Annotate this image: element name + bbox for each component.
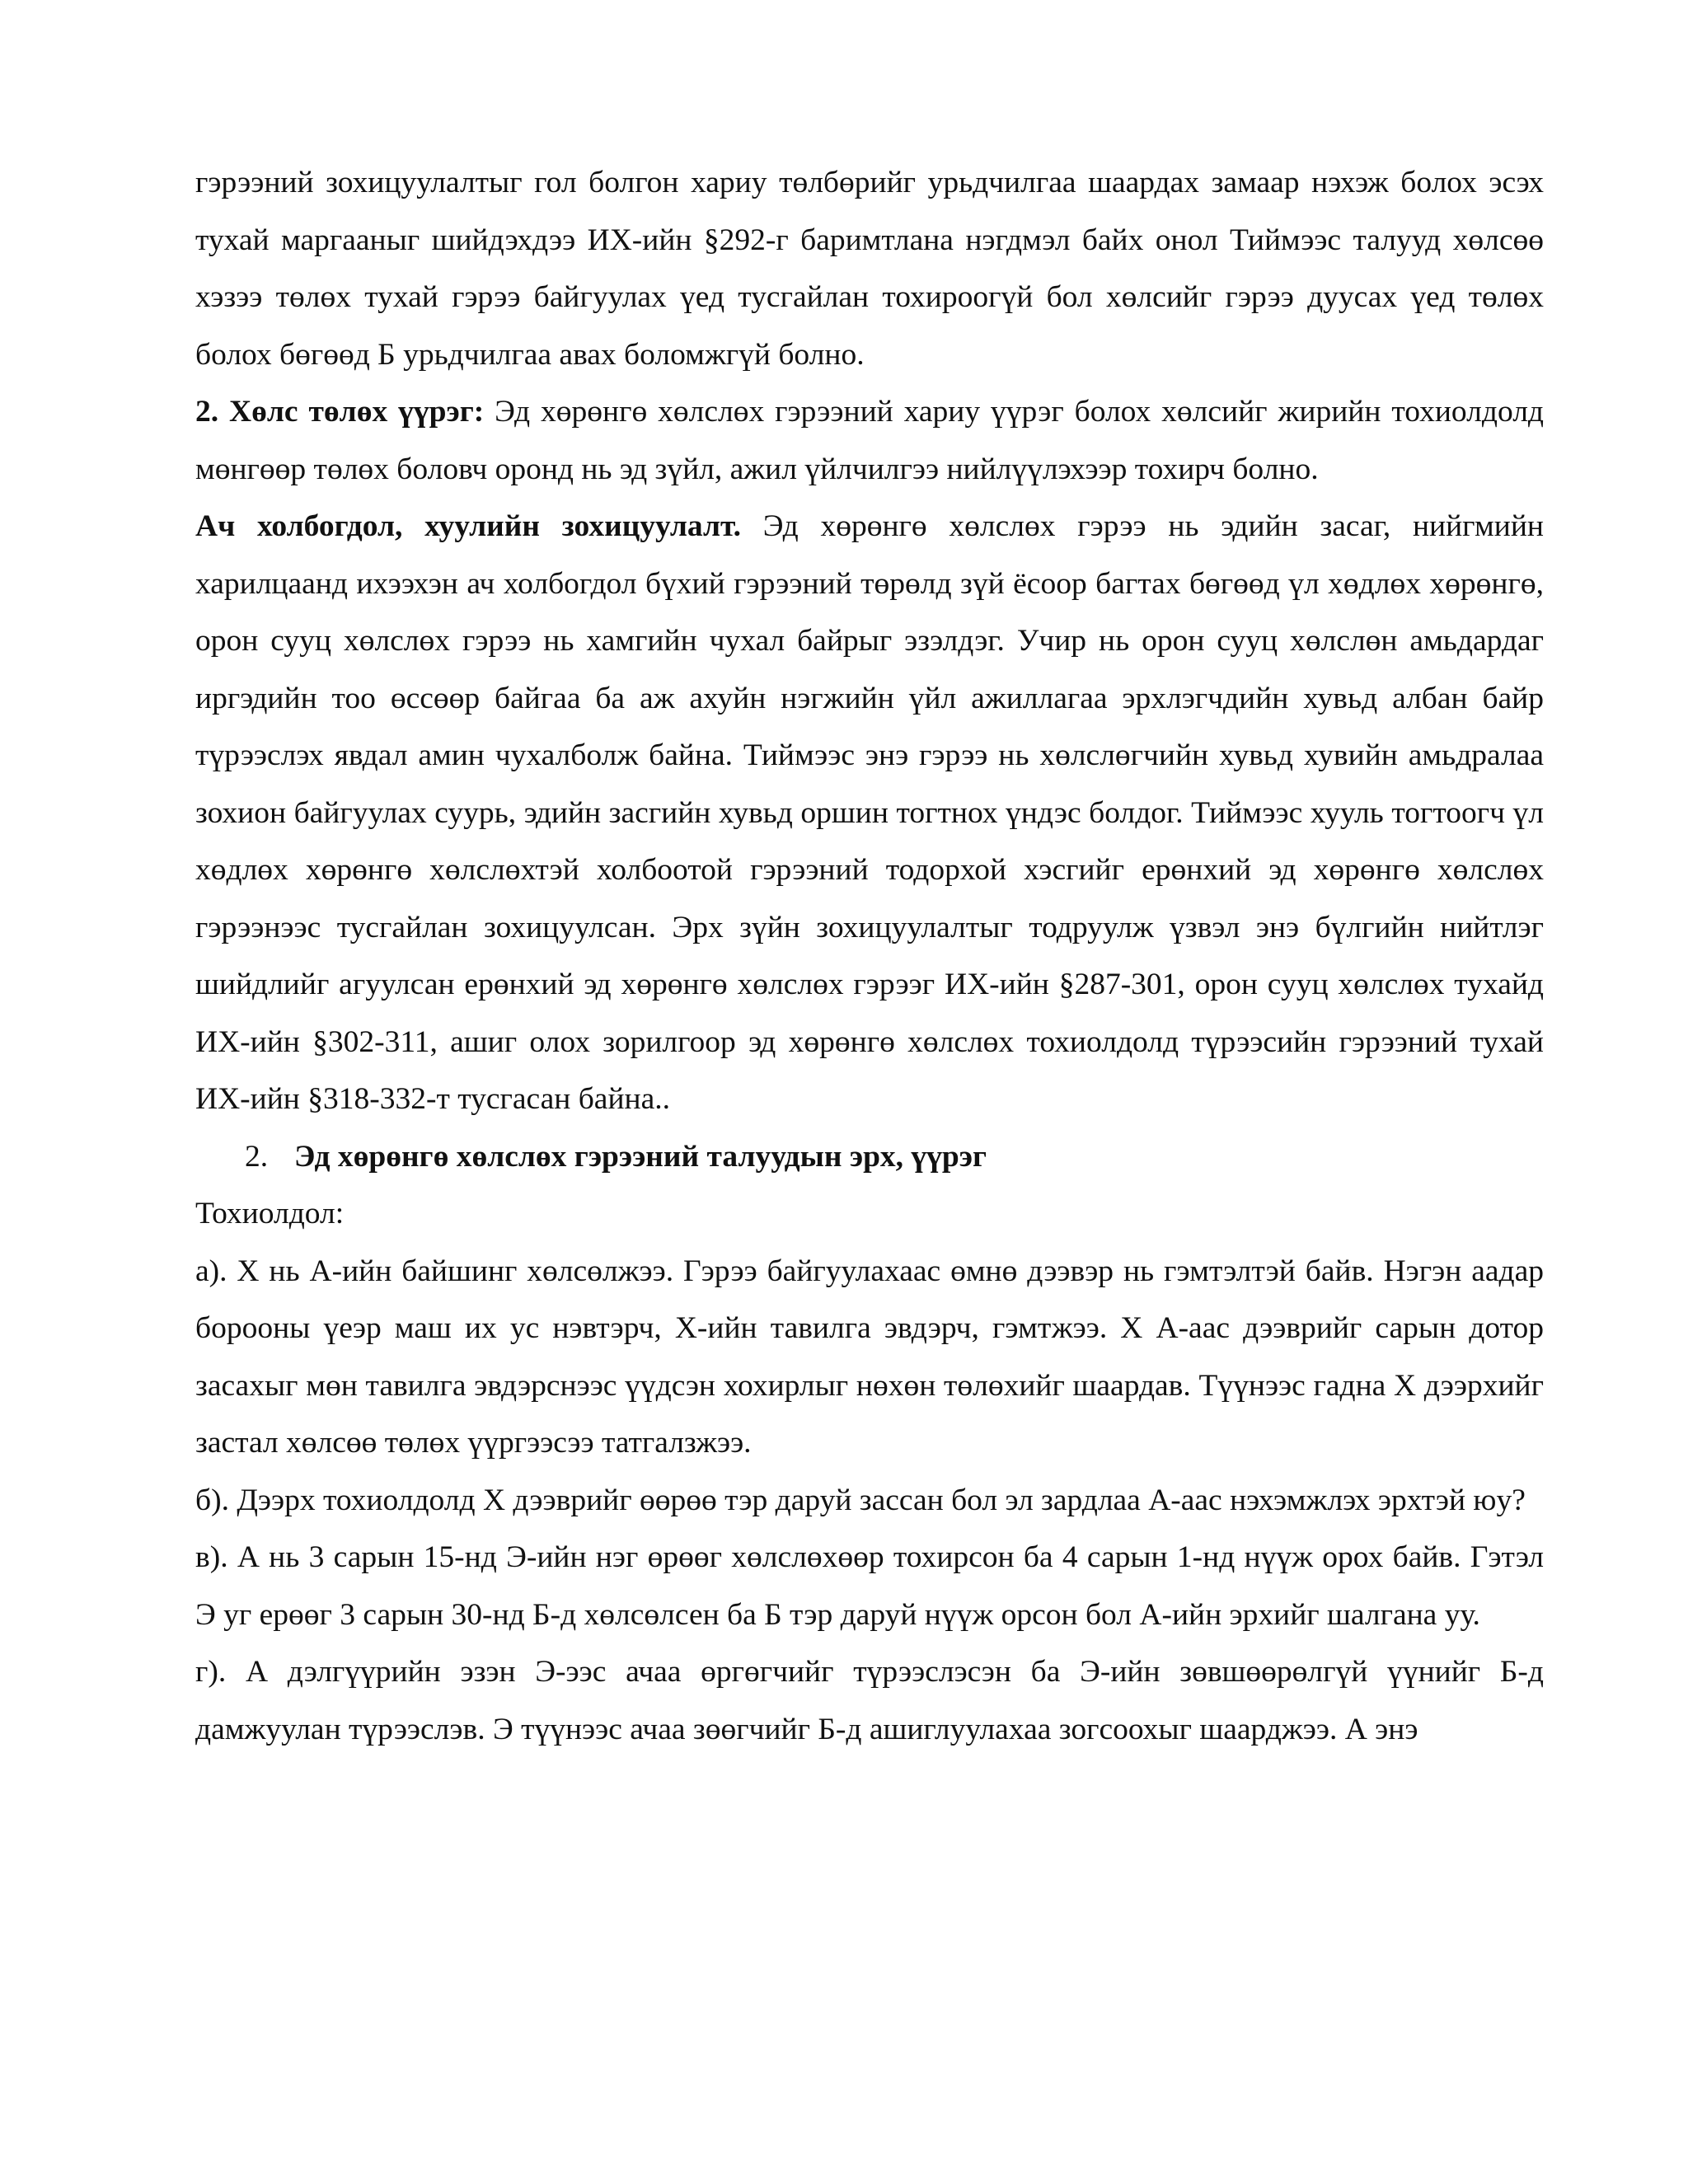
- case-item-a: а). Х нь А-ийн байшинг хөлсөлжээ. Гэрээ байгуулахаас өмнө дээвэр нь гэмтэлтэй байв. Нэгэн аадар борооны үеэр маш их ус нэвтэрч, Х-ийн тавилга эвдэрч, гэмтжээ. Х А-аас дээврийг сарын дотор засахыг мөн тавилга эвдэрснээс үүдсэн хохирлыг нөхөн төлөхийг шаардав. Түүнээс гадна Х дээрхийг застал хөлсөө төлөх үүргээсээ татгалзжээ.: [195, 1254, 1544, 1460]
- section-heading: [195, 1128, 1544, 1186]
- document-page: [195, 154, 1544, 1758]
- paragraph-rent-obligation: [195, 383, 1544, 498]
- case-item-v: в). А нь 3 сарын 15-нд Э-ийн нэг өрөөг хөлслөхөөр тохирсон ба 4 сарын 1-нд нүүж орох байв. Гэтэл Э уг ерөөг 3 сарын 30-нд Б-д хөлсөлсен ба Б тэр даруй нүүж орсон бол А-ийн эрхийг шалгана уу.: [195, 1540, 1544, 1632]
- section-number: 2.: [245, 1139, 269, 1174]
- paragraph-payment-timing: гэрээний зохицуулалтыг гол болгон хариу төлбөрийг урьдчилгаа шаардах замаар нэхэж болох эсэх тухай маргааныг шийдэхдээ ИХ-ийн §292-г баримтлана нэгдмэл байх онол Тиймээс талууд хөлсөө хэзээ төлөх тухай гэрээ байгуулах үед тусгайлан тохироогүй бол хөлсийг гэрээ дуусах үед төлөх болох бөгөөд Б урьдчилгаа авах боломжгүй болно.: [195, 166, 1544, 372]
- section-title: Эд хөрөнгө хөлслөх гэрээний талуудын эрх, үүрэг: [294, 1139, 987, 1174]
- paragraph-lead-bold: 2. Хөлс төлөх үүрэг:: [195, 395, 485, 429]
- case-label: Тохиолдол:: [195, 1197, 345, 1230]
- case-item-b: б). Дээрх тохиолдолд Х дээврийг өөрөө тэр даруй зассан бол эл зардлаа А-аас нэхэмжлэх эрхтэй юу?: [195, 1483, 1526, 1517]
- paragraph-body: Эд хөрөнгө хөлслөх гэрээний хариу үүрэг болох хөлсийг жирийн тохиолдолд мөнгөөр төлөх боловч оронд нь эд зүйл, ажил үйлчилгээ нийлүүлэхээр тохирч болно.: [195, 395, 1544, 486]
- case-item-g: г). А дэлгүүрийн эзэн Э-ээс ачаа өргөгчийг түрээслэсэн ба Э-ийн зөвшөөрөлгүй үүнийг Б-д дамжуулан түрээслэв. Э түүнээс ачаа зөөгчийг Б-д ашиглуулахаа зогсоохыг шаарджээ. А энэ: [195, 1655, 1544, 1746]
- paragraph-significance: [195, 498, 1544, 1128]
- paragraph-body: Эд хөрөнгө хөлслөх гэрээ нь эдийн засаг, нийгмийн харилцаанд ихээхэн ач холбогдол бүхий гэрээний төрөлд зүй ёсоор багтах бөгөөд үл хөдлөх хөрөнгө, орон сууц хөлслөх гэрээ нь хамгийн чухал байрыг эзэлдэг. Учир нь орон сууц хөлслөн амьдардаг иргэдийн тоо өссөөр байгаа ба аж ахуйн нэгжийн үйл ажиллагаа эрхлэгчдийн хувьд албан байр түрээслэх явдал амин чухалболж байна. Тиймээс энэ гэрээ нь хөлслөгчийн хувьд хувийн амьдралаа зохион байгуулах суурь, эдийн засгийн хувьд оршин тогтнох үндэс болдог. Тиймээс хууль тогтоогч үл хөдлөх хөрөнгө хөлслөхтэй холбоотой гэрээний тодорхой хэсгийг ерөнхий эд хөрөнгө хөлслөх гэрээнээс тусгайлан зохицуулсан. Эрх зүйн зохицуулалтыг тодруулж үзвэл энэ бүлгийн нийтлэг шийдлийг агуулсан ерөнхий эд хөрөнгө хөлслөх гэрээг ИХ-ийн §287-301, орон сууц хөлслөх тухайд ИХ-ийн §302-311, ашиг олох зорилгоор эд хөрөнгө хөлслөх тохиолдолд түрээсийн гэрээний тухай ИХ-ийн §318-332-т тусгасан байна..: [195, 509, 1544, 1116]
- paragraph-lead-bold: Ач холбогдол, хуулийн зохицуулалт.: [195, 509, 742, 543]
